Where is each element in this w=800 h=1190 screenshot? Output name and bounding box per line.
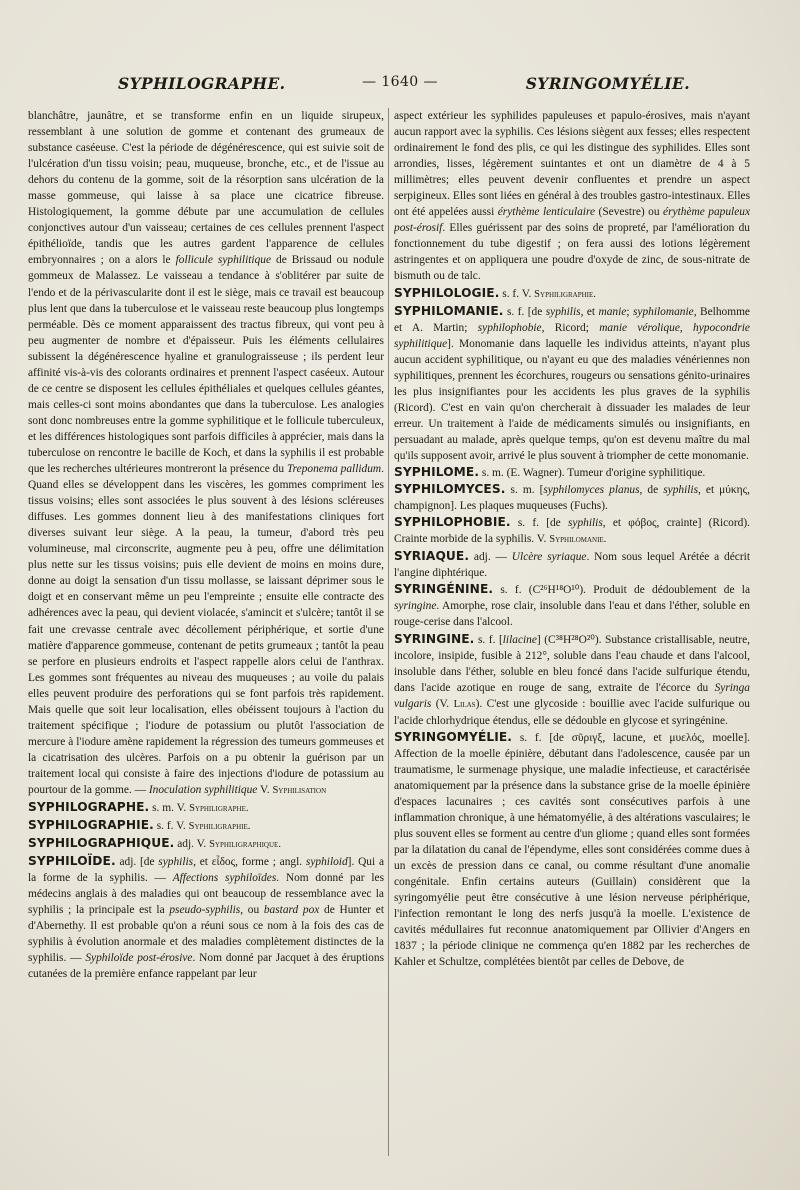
right-column (394, 108, 750, 1160)
entry-syphilologie: SYPHILOLOGIE. s. f. V. Syphiligraphie. (394, 285, 596, 300)
headword: SYPHILOME. (394, 465, 480, 480)
entry-syphilographique: SYPHILOGRAPHIQUE. adj. V. Syphiligraphique. (28, 836, 281, 851)
headword: SYRINGOMYÉLIE. (394, 729, 513, 744)
left-column (28, 108, 384, 1160)
entry-syringine: SYRINGINE. s. f. [lilacine] (C³⁸H²⁸O²⁰). Substance cristallisable, neutre, incolore, insipide, fusible à 212°, soluble dans l'eau chaude et dans l'alcool, insoluble dans l'éther, soluble en bleu foncé dans l'acide sulfurique étendu, dans l'acide azotique en rouge de sang, extraite de l'écorce du Syringa vulgaris (V. Lilas). C'est une glycoside : bouillie avec l'acide sulfurique ou l'acide chlorhydrique étendus, elle se dédouble en glycose et syringénine. (394, 631, 750, 727)
headword: SYRIAQUE. (394, 549, 470, 564)
entry-syphilome: SYPHILOME. s. m. (E. Wagner). Tumeur d'origine syphilitique. (394, 465, 706, 480)
headword: SYPHILOÏDE. (28, 854, 116, 869)
headword: SYRINGÉNINE. (394, 582, 494, 597)
entry-syphilographe: SYPHILOGRAPHE. s. m. V. Syphiligraphe. (28, 800, 249, 815)
headword: SYPHILOMANIE. (394, 303, 504, 318)
headword: SYRINGINE. (394, 631, 475, 646)
entry-continuation: blanchâtre, jaunâtre, et se transforme enfin en un liquide sirupeux, ressemblant à une solution de gomme et contenant des grumeaux de substance caséeuse. C'est la période de dégénérescence, qui est suivie soit de l'ulcération d'un tissu voisin; peau, muqueuse, bronche, etc., et de l'issue au dehors du contenu de la gomme, soit de la résorption sans ulcération de la masse gommeuse, qui laisse à sa place une cicatrice fibreuse. Histologiquement, la gomme débute par une accumulation de cellules conjonctives autour d'un vaisseau; certaines de ces cellules prennent l'aspect épithélioïde, tandis que les autres gardent l'apparence de cellules embryonnaires ; on a alors le follicule syphilitique de Brissaud ou nodule gommeux de Malassez. Le vaisseau a tendance à s'oblitérer par suite de l'endo et de la périvascularite dont il est le siège, mais ce travail est beaucoup plus lent que dans la tuberculose et le vaisseau reste beaucoup plus longtemps perméable. Dès ce moment apparaissent des tractus fibreux, qui vont peu à peu augmenter de nombre et d'épaisseur. Puis les éléments cellulaires subissent la dégénérescence hyaline et granulograisseuse ; ils perdent leur affinité vis-à-vis des colorants ordinaires et prennent l'aspect caséeux. Autour de ce centre se disposent les cellules épithéliales et quelques cellules géantes, mais celles-ci sont moins abondantes que dans la tuberculose. Les analogies sont donc nombreuses entre la gomme syphilitique et le follicule tuberculeux, et les différences histologiques sont parfois difficiles à apprécier, mais dans la tuberculose on rencontre le bacille de Koch, et dans la syphilis il est probable que les recherches ultérieures montreront la présence du Treponema pallidum. Quand elles se développent dans les viscères, les gommes compriment les tissus voisins; elles sont associées le plus souvent à des lésions scléreuses diffuses. Les gommes donnent lieu à des manifestations cliniques fort diverses suivant leur siège. A la peau, la tumeur, d'abord très peu volumineuse, mal circonscrite, augmente peu à peu, offre une délimitation plus nette sur les tissus voisins; puis elle devient de moins en moins dure, donne au doigt la sensation d'un tissu mollasse, se laissant déprimer sous le doigt et en conservant même un peu l'empreinte ; ensuite elle contracte des adhérences avec la peau, qui devient violacée, s'amincit et s'ulcère; tantôt il se fait une crevasse centrale avec décollement périphérique, et sortie d'une matière d'apparence gommeuse, contenant de petits grumeaux ; tantôt la peau se perfore en plusieurs endroits et l'aspect rappelle alors celui de l'anthrax. Les gommes sont fréquentes au niveau des muqueuses ; au voile du palais elles peuvent produire des perforations qui se font parfois très rapidement. Mais quelle que soit leur localisation, elles obéissent toujours à l'action du traitement spécifique ; l'iodure de potassium ou plutôt l'association de mercure à l'iodure amène rapidement la régression des tumeurs gommeuses et la cicatrisation des ulcères. Parfois on a pu obtenir la guérison par un traitement local qui consiste à faire des injections d'iodure de potassium au pourtour de la gomme. — Inoculation syphilitique V. Syphilisation (28, 110, 384, 796)
header-right-word: SYRINGOMYÉLIE. (525, 74, 690, 93)
headword: SYPHILOGRAPHIQUE. (28, 836, 175, 851)
entry-continuation: aspect extérieur les syphilides papuleuses et papulo-érosives, mais n'ayant aucun rapport avec la syphilis. Ces lésions siègent aux fesses; elles respectent ordinairement le fond des plis, ce qui les distingue des syphilides. Elles sont arrondies, lisses, légèrement suintantes et ont un diamètre de 4 à 5 millimètres; elles peuvent devenir confluentes et prendre un aspect serpigineux. Elles sont liées en général à des troubles gastro-intestinaux. Elles ont été appelées aussi érythème lenticulaire (Sevestre) ou érythème papuleux post-érosif. Elles guérissent par des soins de propreté, par l'amélioration du fonctionnement du tube digestif ; on fera aussi des lotions légèrement astringentes et on appliquera une poudre d'oxyde de zinc, de sous-nitrate de bismuth ou de talc. (394, 110, 750, 283)
headword: SYPHILOMYCES. (394, 482, 506, 497)
entry-syphilophobie: SYPHILOPHOBIE. s. f. [de syphilis, et φόβος, crainte] (Ricord). Crainte morbide de la syphilis. V. Syphilomanie. (394, 515, 750, 546)
page-number: — 1640 — (362, 74, 438, 90)
entry-syphilographie: SYPHILOGRAPHIE. s. f. V. Syphiligraphie. (28, 818, 251, 833)
header-left-word: SYPHILOGRAPHE. (118, 74, 286, 93)
headword: SYPHILOGRAPHE. (28, 800, 150, 815)
entry-syphiloide: SYPHILOÏDE. adj. [de syphilis, et εἶδος, forme ; angl. syphiloid]. Qui a la forme de la syphilis. — Affections syphiloïdes. Nom donné par les médecins anglais à des maladies qui ont beaucoup de ressemblance avec la syphilis ; la principale est la pseudo-syphilis, ou bastard pox de Hunter et d'Abernethy. Il est probable qu'on a réuni sous ce nom à la fois des cas de syphilis à évolution anormale et des maladies complètement distinctes de la syphilis. — Syphiloïde post-érosive. Nom donné par Jacquet à des éruptions cutanées de la première enfance rappelant par leur (28, 854, 384, 981)
headword: SYPHILOPHOBIE. (394, 515, 511, 530)
entry-syphilomyces: SYPHILOMYCES. s. m. [syphilomyces planus, de syphilis, et μύκης, champignon]. Les plaques muqueuses (Fuchs). (394, 482, 750, 513)
entry-syringomyelie: SYRINGOMYÉLIE. s. f. [de σῦριγξ, lacune, et μυελός, moelle]. Affection de la moelle épinière, débutant dans l'adolescence, causée par un traumatisme, le surmenage physique, une maladie infectieuse, et caractérisée anatomiquement par la présence dans la substance grise de la moelle épinière d'espaces lacunaires ; ces cavités sont consécutives parfois à une inflammation chronique, à une hématomyélie, à des altérations vasculaires; le plus souvent elles se forment au centre d'un gliome ; quand elles sont formées par la dilatation du canal de l'épendyme, elles sont considérées comme dues à un excès de pression dans ce canal, ou comme résultant d'une anomalie congénitale. Enfin certains auteurs (Guillain) considèrent que la syringomyélie peut être consécutive à une lésion nerveuse périphérique, l'infection remontant le long des nerfs jusqu'à la moelle. L'existence de cavités médullaires fut reconnue anatomiquement par Ollivier d'Angers en 1837 ; la période clinique ne commença qu'en 1882 par les recherches de Kahler et Schultze, complétées bientôt par celles de Debove, de (394, 729, 750, 969)
column-divider (388, 108, 389, 1156)
headword: SYPHILOLOGIE. (394, 285, 500, 300)
headword: SYPHILOGRAPHIE. (28, 818, 154, 833)
entry-syringenine: SYRINGÉNINE. s. f. (C²⁶H¹⁸O¹⁰). Produit de dédoublement de la syringine. Amorphe, rose clair, insoluble dans l'eau et dans l'éther, soluble en rouge-cerise dans l'alcool. (394, 582, 750, 629)
entry-syriaque: SYRIAQUE. adj. — Ulcère syriaque. Nom sous lequel Arétée a décrit l'angine diphtérique. (394, 549, 750, 580)
running-header (0, 70, 800, 96)
entry-syphilomanie: SYPHILOMANIE. s. f. [de syphilis, et manie; syphilomanie, Belhomme et A. Martin; syphilophobie, Ricord; manie vérolique, hypocondrie syphilitique]. Monomanie dans laquelle les individus atteints, n'ayant plus aucun accident syphilitique, ou n'ayant eu que des maladies vénériennes non syphilitiques, prennent les écorchures, rougeurs ou sensations génito-urinaires les plus insignifiantes pour les accidents les plus graves de la syphilis (Ricord). C'est en vain qu'on chercherait à dissuader les malades de leur erreur. Un traitement à l'aide de médicaments simulés ou insignifiants, en persuadant au malade, après quelque temps, qu'on est devenu maître du mal qu'ils supposent avoir, arrivé le plus souvent à triompher de cette monomanie. (394, 303, 750, 462)
